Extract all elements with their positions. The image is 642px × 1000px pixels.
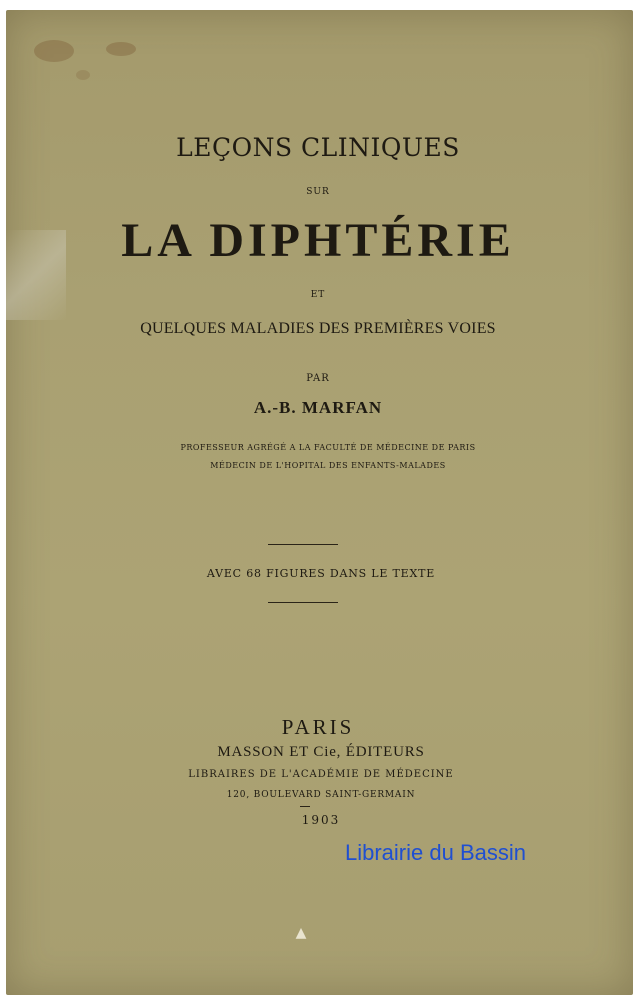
by-label: PAR <box>306 373 330 384</box>
publication-year: 1903 <box>301 813 341 827</box>
figures-note: AVEC 68 FIGURES DANS LE TEXTE <box>206 567 436 580</box>
stain-mark <box>106 42 136 56</box>
title-connector-et: ET <box>310 290 326 300</box>
title-line-3: QUELQUES MALADIES DES PREMIÈRES VOIES <box>140 320 496 337</box>
stain-mark <box>76 70 90 80</box>
publisher-name: MASSON ET Cie, ÉDITEURS <box>217 744 425 760</box>
author-name: A.-B. MARFAN <box>253 398 383 417</box>
stain-mark <box>34 40 74 62</box>
divider-rule <box>268 544 338 545</box>
title-line-1: LEÇONS CLINIQUES <box>176 133 460 162</box>
publication-city: PARIS <box>281 715 355 739</box>
seller-watermark: Librairie du Bassin <box>345 840 526 865</box>
publisher-address: 120, BOULEVARD SAINT-GERMAIN <box>226 790 416 800</box>
author-title-1: PROFESSEUR AGRÉGÉ A LA FACULTÉ DE MÉDECINE DE PARIS <box>180 443 476 452</box>
divider-rule <box>300 806 310 807</box>
divider-rule <box>268 602 338 603</box>
fleuron-icon: ▲ <box>295 925 307 941</box>
publisher-subtitle: LIBRAIRES DE L'ACADÉMIE DE MÉDECINE <box>188 769 454 780</box>
main-title: LA DIPHTÉRIE <box>121 214 515 267</box>
author-title-2: MÉDECIN DE L'HOPITAL DES ENFANTS-MALADES <box>210 461 446 470</box>
title-connector-sur: SUR <box>306 187 330 197</box>
